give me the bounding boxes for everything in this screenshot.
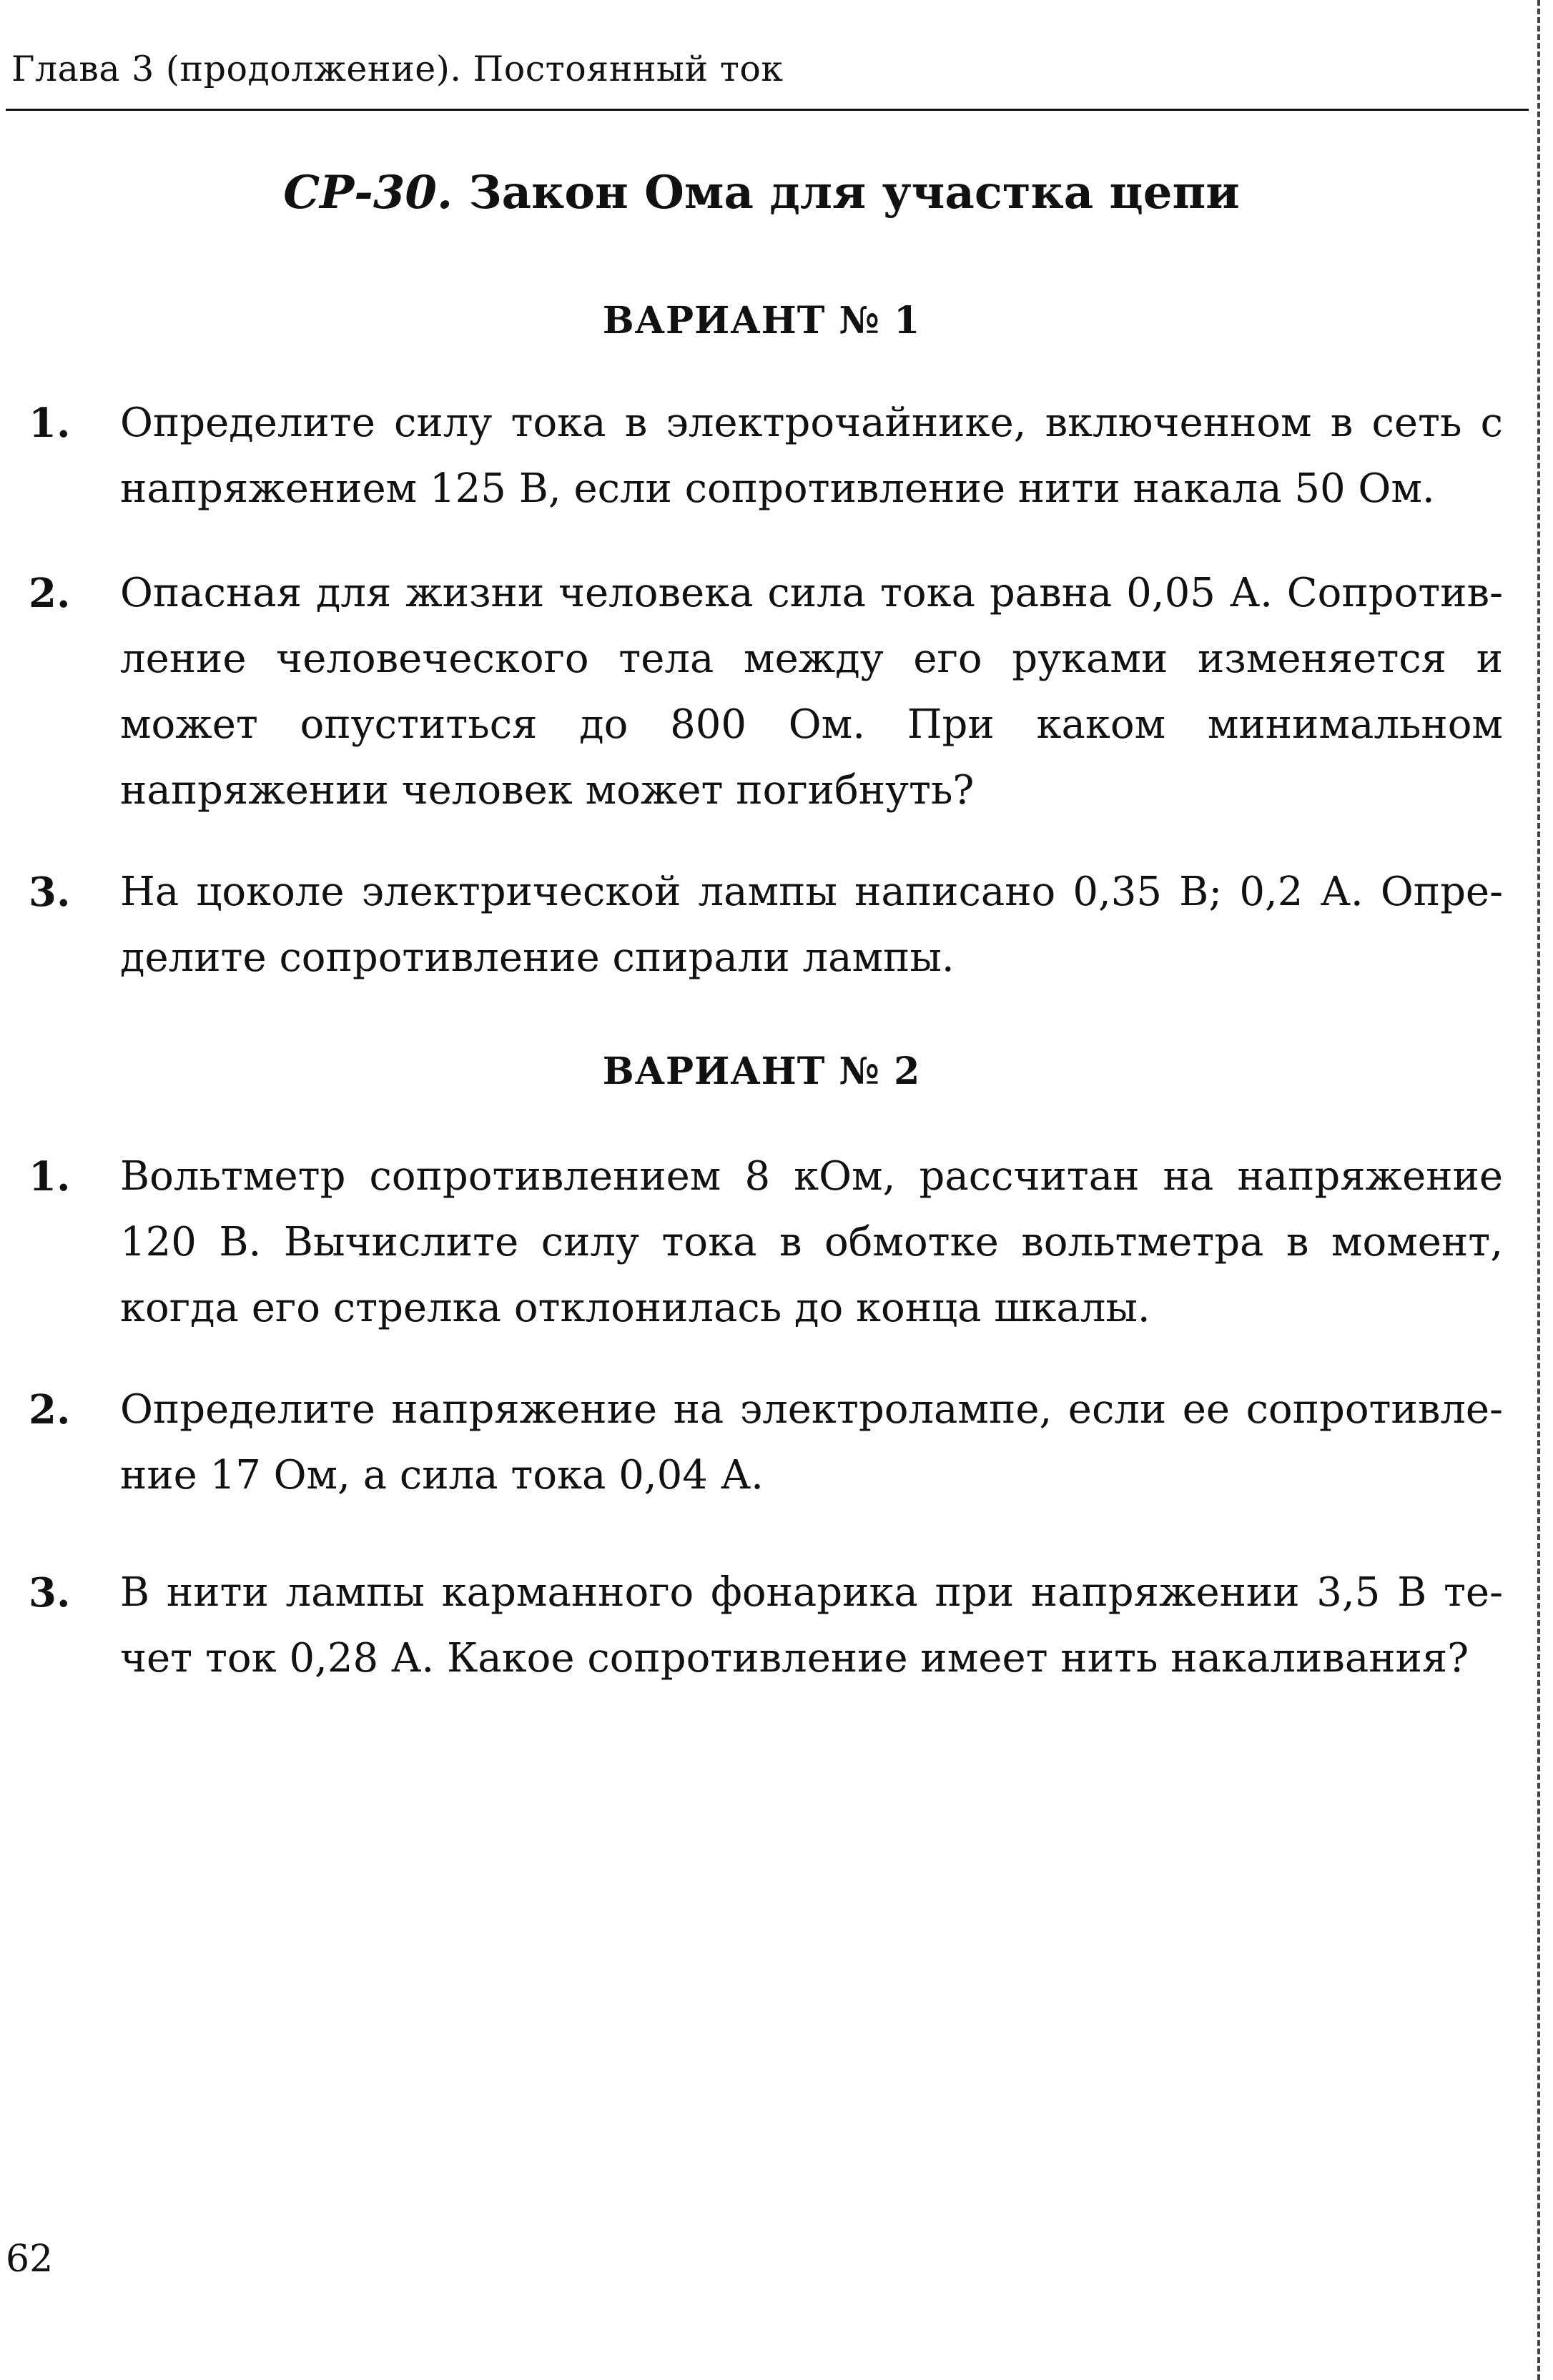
- problem-text: В нити лампы карманного фонарика при напряжении 3,5 В течет ток 0,28 А. Какое сопротивление имеет нить накаливания?: [120, 1569, 1503, 1682]
- problem-item: [29, 561, 1503, 824]
- header-rule: [6, 109, 1529, 111]
- problem-item: [29, 1560, 1503, 1692]
- page-number: 62: [6, 2238, 54, 2281]
- problem-item: [29, 1377, 1503, 1509]
- problem-number: 3.: [29, 1569, 71, 1616]
- problem-item: [29, 1144, 1503, 1341]
- problem-number: 2.: [29, 1386, 71, 1433]
- problem-number: 2.: [29, 570, 71, 617]
- problem-text: На цоколе электрической лампы написано 0,35 В; 0,2 А. Определите сопротивление спирали лампы.: [120, 869, 1503, 981]
- running-head: Глава 3 (продолжение). Постоянный ток: [11, 49, 784, 89]
- problem-item: [29, 859, 1503, 991]
- problem-text: Вольтметр сопротивлением 8 кОм, рассчитан на напряжение 120 В. Вычислите силу тока в обмотке вольтметра в момент, когда его стрелка отклонилась до конца шкалы.: [120, 1153, 1503, 1331]
- problem-text: Определите напряжение на электролампе, если ее сопротивление 17 Ом, а сила тока 0,04 А.: [120, 1386, 1503, 1498]
- variant-2-heading: ВАРИАНТ № 2: [602, 1050, 921, 1093]
- section-title-text: Закон Ома для участка цепи: [468, 166, 1240, 219]
- section-title: [0, 166, 1523, 219]
- problem-number: 1.: [29, 400, 71, 447]
- problem-number: 1.: [29, 1153, 71, 1200]
- problem-text: Опасная для жизни человека сила тока равна 0,05 А. Сопротивление человеческого тела между его руками изменяется и может опуститься до 800 Ом. При каком минимальном напряжении человек может погибнуть?: [120, 570, 1503, 814]
- variant-1-heading: ВАРИАНТ № 1: [602, 299, 921, 342]
- page-edge-rule: [1537, 0, 1540, 2380]
- problem-item: [29, 390, 1503, 522]
- section-code: СР-30.: [283, 166, 453, 219]
- problem-text: Определите силу тока в электрочайнике, включенном в сеть с напряжением 125 В, если сопротивление нити накала 50 Ом.: [120, 400, 1503, 512]
- problem-number: 3.: [29, 869, 71, 916]
